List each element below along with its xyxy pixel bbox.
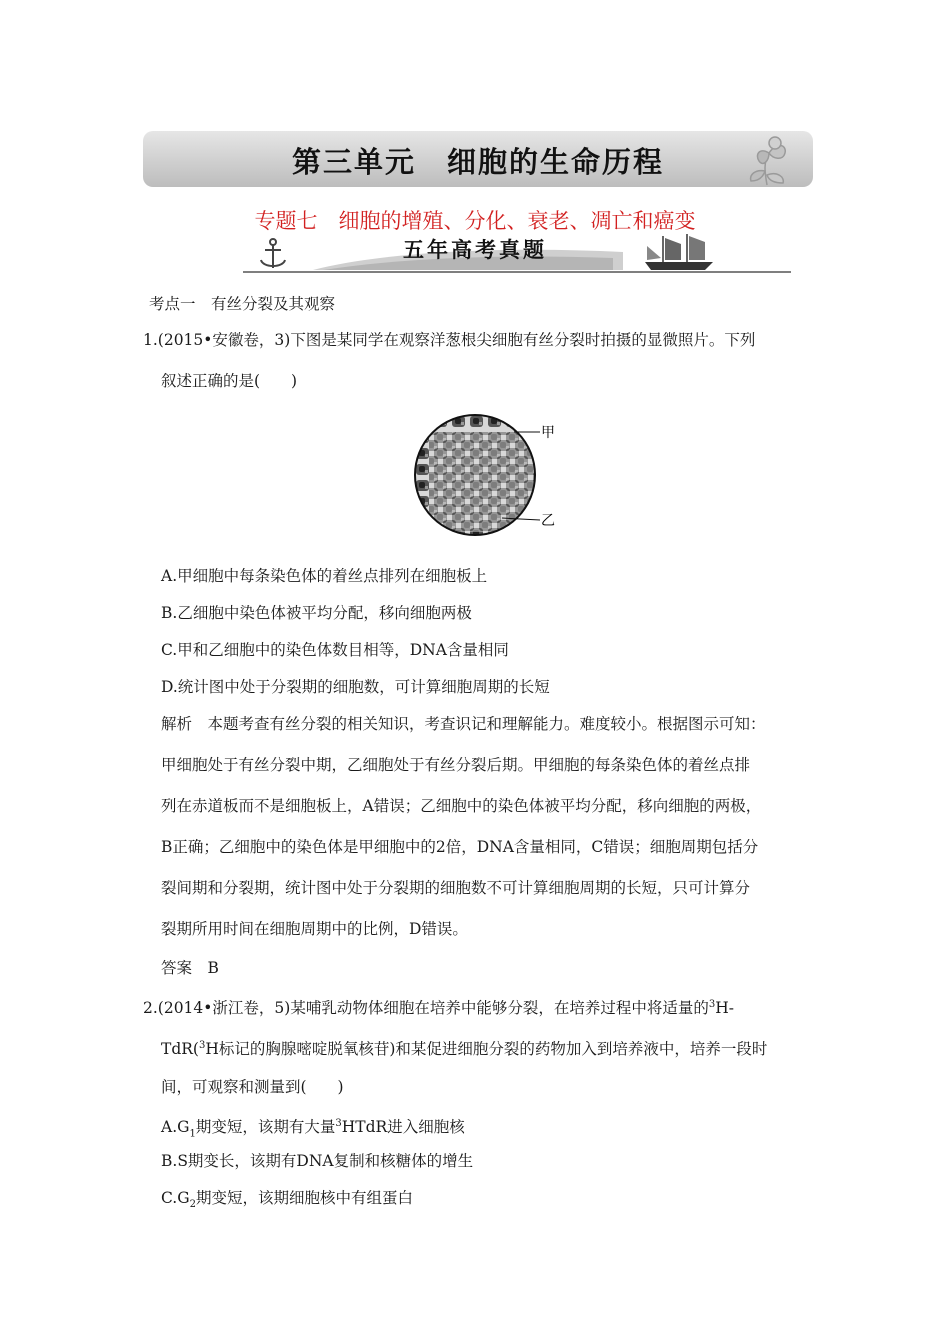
kaodian-heading: 考点一 有丝分裂及其观察: [149, 295, 336, 313]
micrograph-image: [414, 414, 564, 539]
unit-title: 第三单元 细胞的生命历程: [291, 145, 664, 179]
q2-stem-line3: 间，可观察和测量到( ): [161, 1078, 344, 1096]
q1-analysis-line4: B正确；乙细胞中的染色体是甲细胞中的2倍，DNA含量相同，C错误；细胞周期包括分: [161, 838, 759, 856]
q1-analysis-line5: 裂间期和分裂期，统计图中处于分裂期的细胞数不可计算细胞周期的长短，只可计算分: [161, 879, 751, 897]
q1-stem-line2: 叙述正确的是( ): [161, 372, 298, 390]
section-title: 五年高考真题: [403, 238, 547, 262]
topic-subtitle: 专题七 细胞的增殖、分化、衰老、凋亡和癌变: [254, 209, 696, 233]
q1-analysis-line6: 裂期所用时间在细胞周期中的比例，D错误。: [161, 920, 468, 938]
q1-stem-line1: 1.(2015•安徽卷，3)下图是某同学在观察洋葱根尖细胞有丝分裂时拍摄的显微照片。下列: [143, 331, 756, 349]
q2-option-b: B.S期变长，该期有DNA复制和核糖体的增生: [161, 1152, 474, 1170]
q1-analysis-line2: 甲细胞处于有丝分裂中期，乙细胞处于有丝分裂后期。甲细胞的每条染色体的着丝点排: [161, 756, 751, 774]
q2-stem-line2: TdR($^3$H标记的胸腺嘧啶脱氧核苷)和某促进细胞分裂的药物加入到培养液中，培养一段时: [161, 1040, 768, 1059]
q1-option-c: C.甲和乙细胞中的染色体数目相等，DNA含量相同: [161, 641, 509, 659]
q1-answer: 答案 B: [161, 959, 219, 977]
q2-option-a: $A.G_1$期变短，该期有大量$^3$HTdR进入细胞核: [161, 1118, 465, 1140]
q1-analysis-line3: 列在赤道板而不是细胞板上，A错误；乙细胞中的染色体被平均分配，移向细胞的两极，: [161, 797, 762, 815]
flower-decoration-icon: [729, 133, 799, 187]
q2-option-c: $C.G_2$期变短，该期细胞核中有组蛋白: [161, 1189, 414, 1211]
label-jia: 甲: [541, 425, 555, 441]
q2-stem-line1: 2.(2014•浙江卷，5)某哺乳动物体细胞在培养中能够分裂，在培养过程中将适量的$^3$H-: [143, 999, 734, 1018]
unit-banner: [143, 131, 813, 187]
q1-analysis-line1: 解析 本题考查有丝分裂的相关知识，考查识记和理解能力。难度较小。根据图示可知：: [161, 715, 766, 733]
q1-option-b: B.乙细胞中染色体被平均分配，移向细胞两极: [161, 604, 472, 622]
label-yi: 乙: [541, 513, 555, 529]
q1-option-d: D.统计图中处于分裂期的细胞数，可计算细胞周期的长短: [161, 678, 550, 696]
q1-option-a: A.甲细胞中每条染色体的着丝点排列在细胞板上: [161, 567, 488, 585]
